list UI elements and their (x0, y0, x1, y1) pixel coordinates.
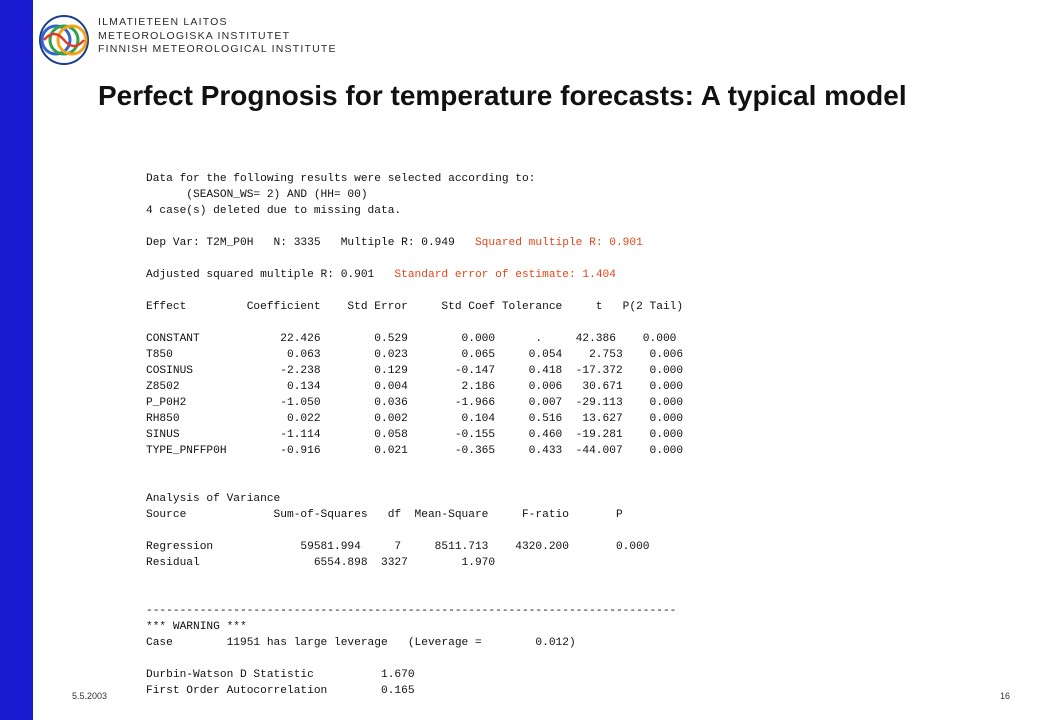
left-accent-bar (0, 0, 33, 720)
squared-r-highlight: Squared multiple R: 0.901 (474, 237, 643, 249)
blank-line (146, 587, 683, 603)
institute-line-en: FINNISH METEOROLOGICAL INSTITUTE (98, 43, 337, 55)
coef-row: RH850 0.022 0.002 0.104 0.516 13.627 0.000 (146, 413, 684, 425)
anova-row: Regression 59581.994 7 8511.713 4320.200 0.000 (146, 541, 650, 553)
coef-row: TYPE_PNFFP0H -0.916 0.021 -0.365 0.433 -44.007 0.000 (146, 445, 684, 457)
coef-row: SINUS -1.114 0.058 -0.155 0.460 -19.281 0.000 (146, 429, 684, 441)
depvar-line (146, 235, 683, 251)
blank-line (146, 315, 683, 331)
adj-r-line (146, 267, 683, 283)
durbin-watson-line: Durbin-Watson D Statistic 1.670 (146, 669, 415, 681)
blank-line (146, 475, 683, 491)
warning-title: *** WARNING *** (146, 621, 247, 633)
fmi-logo-icon (38, 14, 90, 66)
institute-line-fi: ILMATIETEEN LAITOS (98, 16, 228, 28)
intro-line: Data for the following results were selected according to: (146, 173, 536, 185)
page-number: 16 (1000, 691, 1011, 701)
blank-line (146, 251, 683, 267)
institute-name (98, 16, 337, 57)
adj-r-text: Adjusted squared multiple R: 0.901 (146, 269, 395, 281)
footer-date: 5.5.2003 (72, 691, 108, 701)
anova-title: Analysis of Variance (146, 493, 281, 505)
intro-line: (SEASON_WS= 2) AND (HH= 00) (146, 189, 368, 201)
institute-line-sv: METEOROLOGISKA INSTITUTET (98, 29, 291, 42)
autocorrelation-line: First Order Autocorrelation 0.165 (146, 685, 415, 697)
warning-line: Case 11951 has large leverage (Leverage = 0.012) (146, 637, 576, 649)
blank-line (146, 283, 683, 299)
coef-row: CONSTANT 22.426 0.529 0.000 . 42.386 0.000 (146, 333, 677, 345)
blank-line (146, 219, 683, 235)
intro-line: 4 case(s) deleted due to missing data. (146, 205, 402, 217)
std-error-highlight: Standard error of estimate: 1.404 (394, 269, 616, 281)
blank-line (146, 459, 683, 475)
slide-title: Perfect Prognosis for temperature forecasts: A typical model (98, 80, 907, 111)
anova-row: Residual 6554.898 3327 1.970 (146, 557, 496, 569)
coef-table-header: Effect Coefficient Std Error Std Coef Tolerance t P(2 Tail) (146, 301, 684, 313)
coef-row: T850 0.063 0.023 0.065 0.054 2.753 0.006 (146, 349, 684, 361)
anova-header: Source Sum-of-Squares df Mean-Square F-ratio P (146, 509, 623, 521)
coef-row: COSINUS -2.238 0.129 -0.147 0.418 -17.372 0.000 (146, 365, 684, 377)
blank-line (146, 651, 683, 667)
depvar-text: Dep Var: T2M_P0H N: 3335 Multiple R: 0.949 (146, 237, 475, 249)
separator-line: ------------------------------------------------------------------------------- (146, 605, 677, 617)
coef-row: P_P0H2 -1.050 0.036 -1.966 0.007 -29.113 0.000 (146, 397, 684, 409)
blank-line (146, 523, 683, 539)
regression-output (146, 171, 683, 699)
blank-line (146, 571, 683, 587)
coef-row: Z8502 0.134 0.004 2.186 0.006 30.671 0.000 (146, 381, 684, 393)
